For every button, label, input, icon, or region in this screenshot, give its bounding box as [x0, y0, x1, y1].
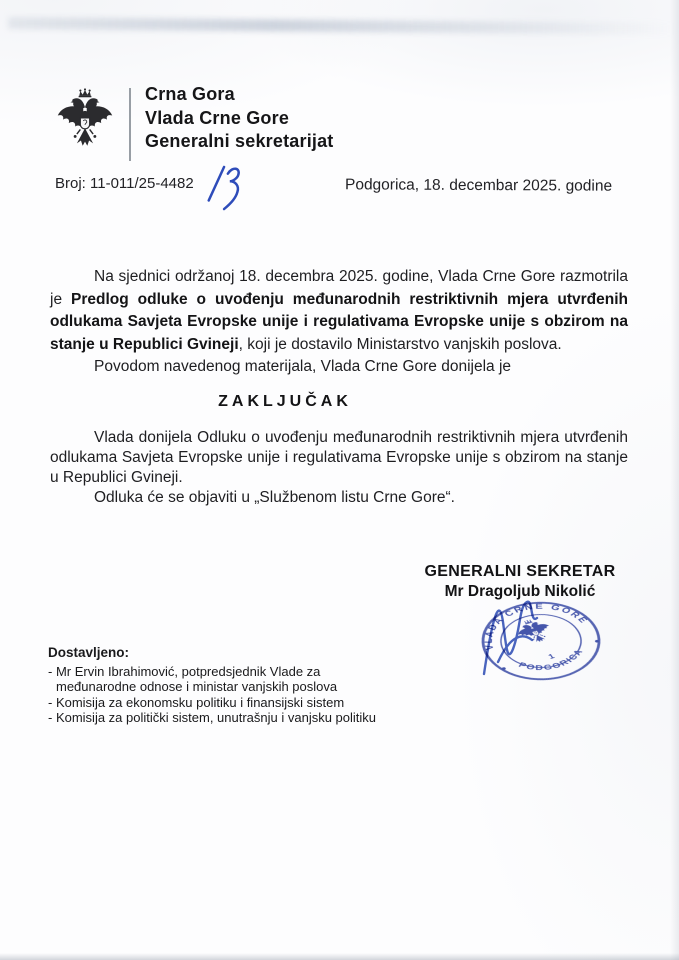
signature-scribble — [468, 588, 590, 680]
paragraph-intro — [50, 266, 628, 356]
coat-of-arms-icon — [56, 85, 114, 160]
distribution-item: - Komisija za politički sistem, unutrašnju i vanjsku politiku — [48, 710, 377, 725]
letterhead-divider — [129, 88, 131, 161]
place-date: Podgorica, 18. decembar 2025. godine — [344, 176, 613, 195]
signature-name: Mr Dragoljub Nikolić — [444, 583, 596, 600]
letterhead-government: Vlada Crne Gore — [145, 107, 290, 128]
letterhead-country: Crna Gora — [145, 84, 235, 104]
distribution-list — [48, 645, 404, 726]
stamp-ring-text: VLADA CRNE GORE — [482, 602, 591, 651]
handwritten-annotation — [203, 161, 247, 215]
paragraph-intro-bold-title: Predlog odluke o uvođenju međunarodnih restriktivnih mjera utvrđenih odlukama Savjeta Evropske unije i regulativama Evropske unije s obzirom na stanje u Republici Gvineji — [50, 290, 628, 353]
scan-edge-right — [670, 0, 679, 960]
distribution-item: - Mr Ervin Ibrahimović, potpredsjednik Vlade za međunarodne odnose i ministar vanjskih poslova — [48, 663, 338, 694]
paragraph-intro-end: , koji je dostavilo Ministarstvo vanjskih poslova. — [238, 335, 562, 353]
stamp-number: 1 — [547, 652, 557, 661]
paragraph-publication: Odluka će se objaviti u „Službenom listu Crne Gore“. — [94, 488, 455, 506]
signature-title: GENERALNI SEKRETAR — [424, 563, 616, 580]
paragraph-decision: Vlada donijela Odluku o uvođenju međunarodnih restriktivnih mjera utvrđenih odlukama Savjeta Evropske unije i regulativama Evropske unije s obzirom na stanje u Republici Gvineji. — [50, 428, 628, 486]
reference-number: Broj: 11-011/25-4482 — [55, 175, 194, 192]
scan-edge-bottom — [0, 953, 679, 960]
letterhead-department: Generalni sekretarijat — [145, 131, 334, 151]
paragraph-lead-in: Povodom navedenog materijala, Vlada Crne Gore donijela je — [94, 358, 512, 375]
document-body — [50, 266, 628, 508]
scan-artifact-top — [8, 17, 675, 35]
stamp-bottom-text: PODGORICA — [517, 647, 586, 672]
distribution-item: - Komisija za ekonomsku politiku i finansijski sistem — [48, 694, 345, 710]
letterhead — [145, 83, 334, 154]
conclusion-heading: ZAKLJUČAK — [218, 392, 352, 410]
paragraph-intro-start: Na sjednici održanoj 18. decembra 2025. godine, Vlada Crne Gore razmotrila je — [50, 268, 628, 308]
distribution-label: Dostavljeno: — [48, 645, 130, 660]
